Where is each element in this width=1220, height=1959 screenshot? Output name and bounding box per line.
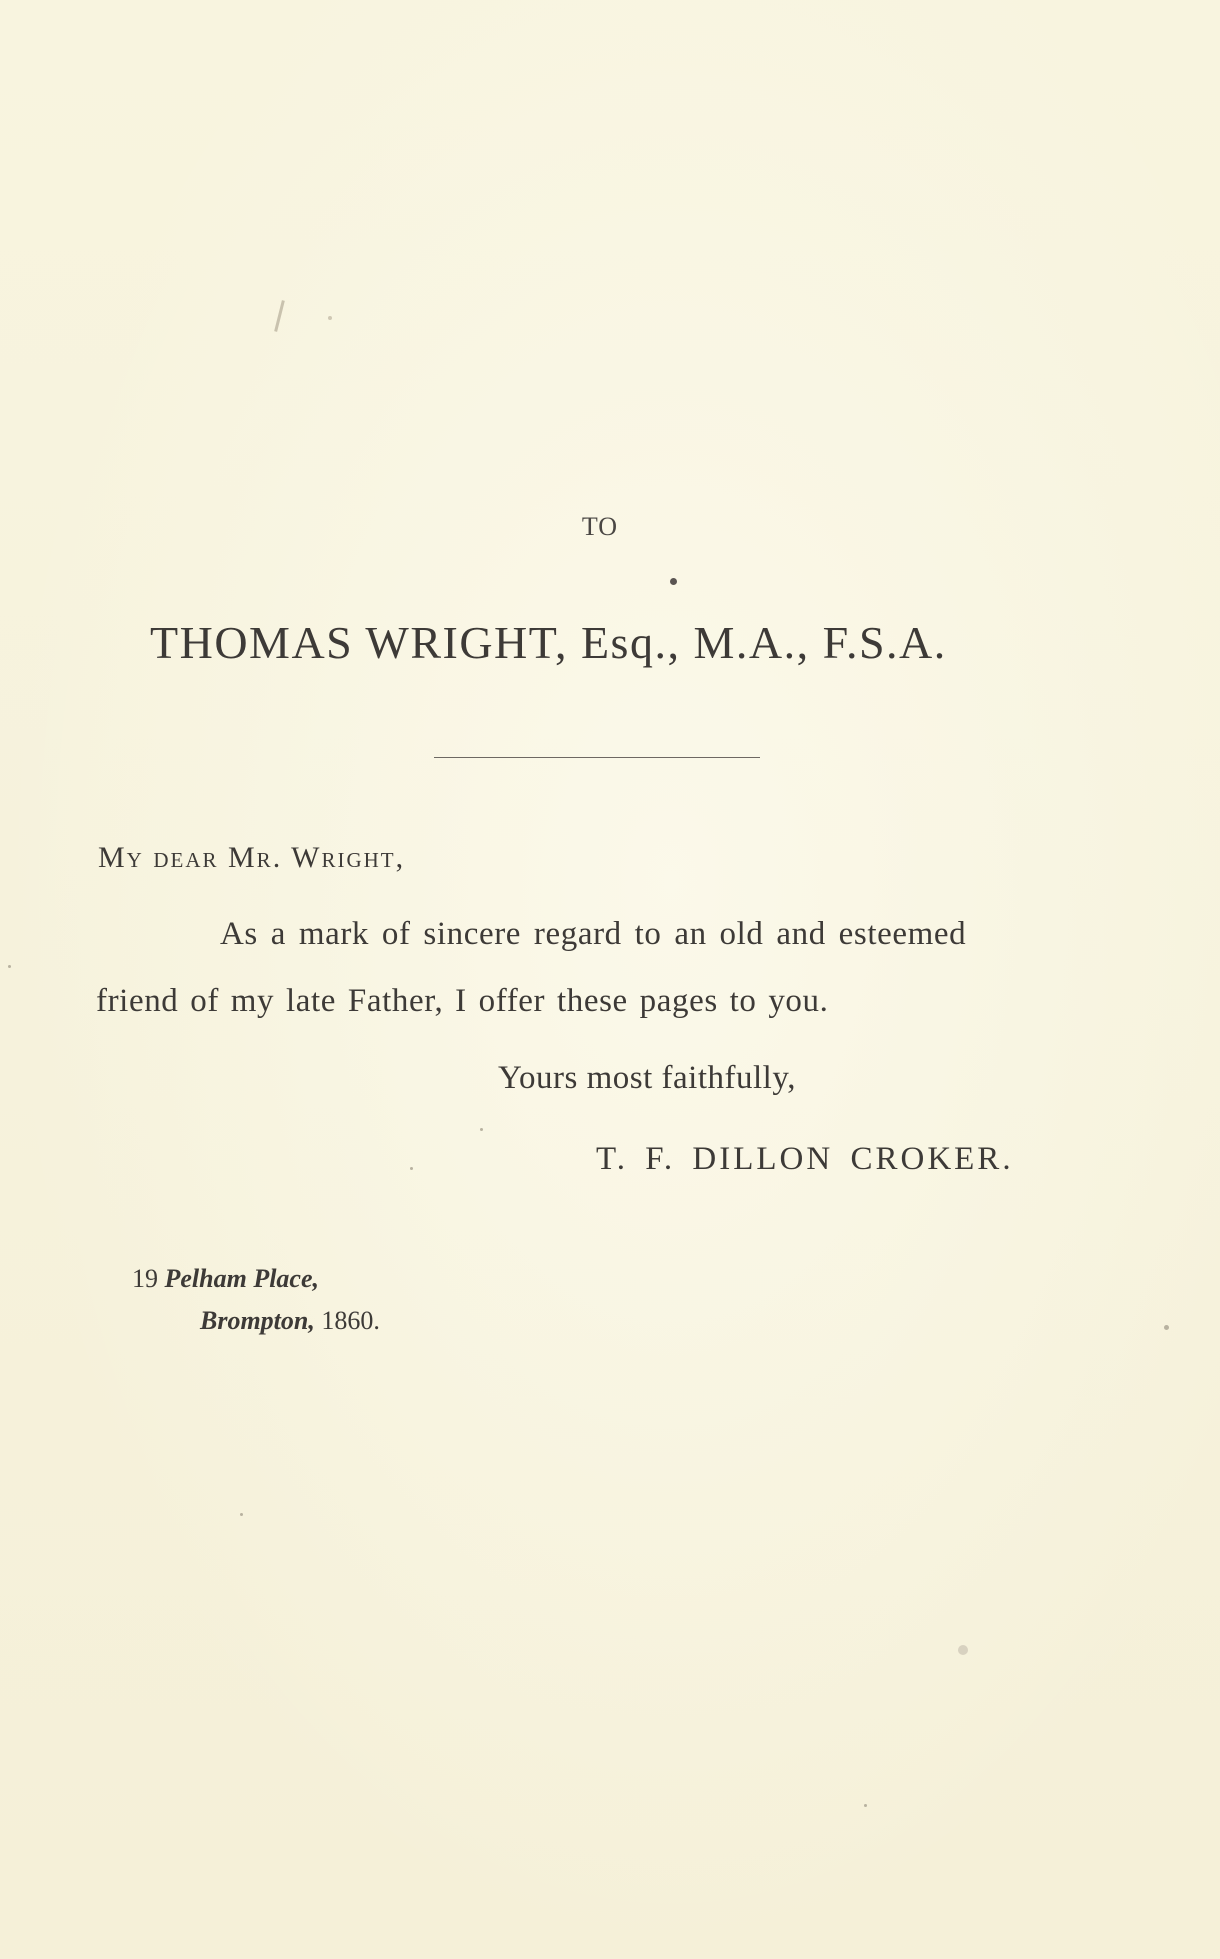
pencil-dot	[328, 316, 332, 320]
paper-speck	[8, 965, 11, 968]
paper-speck	[958, 1645, 968, 1655]
pencil-mark	[274, 300, 285, 332]
paper-speck	[864, 1804, 867, 1807]
letter-body-line-2: friend of my late Father, I offer these pages to you.	[96, 983, 829, 1019]
letter-salutation: My dear Mr. Wright,	[98, 841, 406, 874]
horizontal-rule	[434, 757, 760, 758]
paper-speck	[480, 1128, 483, 1131]
dedication-to: TO	[581, 512, 619, 541]
dedication-addressee: THOMAS WRIGHT, Esq., M.A., F.S.A.	[150, 617, 947, 668]
sender-address	[132, 1258, 380, 1342]
address-year: 1860.	[321, 1306, 380, 1335]
address-line-2	[132, 1300, 380, 1342]
address-line-1	[132, 1258, 380, 1300]
letter-body-line-1: As a mark of sincere regard to an old and esteemed	[220, 916, 967, 952]
paper-speck	[240, 1513, 243, 1516]
paper-speck	[410, 1167, 413, 1170]
address-street: Pelham Place,	[164, 1264, 320, 1293]
letter-signature: T. F. DILLON CROKER.	[596, 1141, 1014, 1177]
address-number: 19	[132, 1264, 158, 1293]
letter-closing: Yours most faithfully,	[498, 1060, 796, 1096]
address-district: Brompton,	[200, 1306, 315, 1335]
ornament-dot	[670, 578, 677, 585]
paper-speck	[1164, 1325, 1169, 1330]
